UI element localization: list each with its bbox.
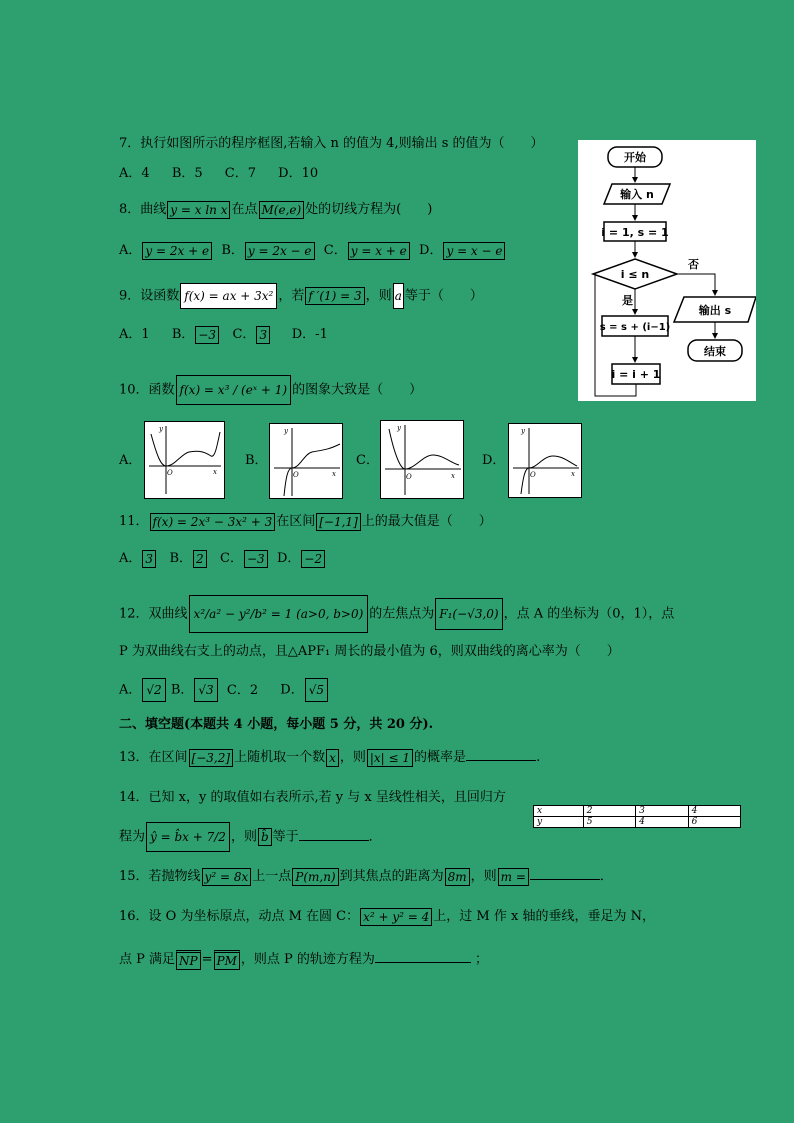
q10-graph-a <box>144 421 225 499</box>
q10-label-b: B． <box>245 453 268 468</box>
q11-option-c-label: C． <box>220 551 243 566</box>
q15-answer-blank[interactable] <box>530 865 600 880</box>
q10-c-curve <box>389 429 459 469</box>
q12-pre: 12．双曲线 <box>119 606 188 622</box>
q13-x: x <box>326 749 339 767</box>
table-cell: y <box>534 817 584 828</box>
q10-b-axis-x: x <box>332 470 336 478</box>
table-cell: 6 <box>688 817 740 828</box>
q10-a-curve <box>151 432 220 466</box>
table-cell: 4 <box>688 806 740 817</box>
q13-cond: |x| ≤ 1 <box>367 749 413 767</box>
q11-options <box>119 548 326 570</box>
q12-option-a-label: A． <box>119 682 142 698</box>
q11-post: 上的最大值是（ ） <box>361 514 492 529</box>
q15-pre: 15．若抛物线 <box>119 869 201 884</box>
q7-option-b: B．5 <box>171 166 203 181</box>
q12-stem <box>119 595 674 633</box>
q8-option-c-label: C． <box>323 243 347 258</box>
q12-mid: 的左焦点为 <box>369 606 435 622</box>
q9-mid: ，若 <box>278 288 305 304</box>
flow-cond: i ≤ n <box>620 268 650 281</box>
q10-fx: f(x) = x³ / (eˣ + 1) <box>176 375 292 405</box>
q9-fx: f(x) = ax + 3x² <box>180 283 277 309</box>
table-cell: 3 <box>636 806 688 817</box>
q9-option-c: 3 <box>256 326 270 344</box>
q14-stem <box>119 822 382 852</box>
q12-option-a: √2 <box>142 678 165 702</box>
q8-stem <box>119 199 432 221</box>
q9-option-b-label: B． <box>171 327 195 342</box>
q10-d-axis-y: y <box>521 427 525 435</box>
q15-eq: y² = 8x <box>202 868 252 886</box>
flow-output: 输出 s <box>698 304 732 317</box>
q7-text: 7．执行如图所示的程序框图,若输入 n 的值为 4,则输出 s 的值为（ ） <box>119 136 544 151</box>
q16-end: ； <box>475 952 489 967</box>
q15-stem <box>119 865 613 888</box>
q16-equals: = <box>201 952 213 967</box>
q12-post: ，点 A 的坐标为（0，1），点 <box>503 606 675 622</box>
q11-fx: f(x) = 2x³ − 3x² + 3 <box>150 513 276 531</box>
q14-end: ． <box>368 829 382 845</box>
q12-option-d-label: D． <box>280 682 304 698</box>
table-cell: 5 <box>583 817 635 828</box>
q13-mid2: ，则 <box>339 750 366 765</box>
q14-data-table <box>533 805 741 828</box>
q12-eq: x²/a² − y²/b² = 1 (a>0, b>0) <box>189 595 369 633</box>
q12-focus: F₁(−√3,0) <box>435 598 502 630</box>
q11-interval: [−1,1] <box>316 513 361 531</box>
table-cell: 2 <box>583 806 635 817</box>
q12-option-b: √3 <box>194 678 217 702</box>
q9-option-c-label: C． <box>232 327 256 342</box>
q16-line1 <box>119 906 655 928</box>
q12-option-d: √5 <box>305 678 328 702</box>
q11-option-b-label: B． <box>169 551 192 566</box>
section2-heading: 二、填空题(本题共 4 小题，每小题 5 分，共 20 分). <box>119 717 434 732</box>
q14-line1: 14．已知 x，y 的取值如右表所示,若 y 与 x 呈线性相关，且回归方 <box>119 790 506 805</box>
q11-option-a: 3 <box>142 550 156 568</box>
flow-no: 否 <box>688 258 699 271</box>
q13-post: 的概率是 <box>414 750 467 765</box>
q9-pre: 9．设函数 <box>119 288 180 304</box>
q11-option-d-label: D． <box>276 551 301 566</box>
q16-post: ，则点 P 的轨迹方程为 <box>240 952 375 967</box>
q15-m: m = <box>498 868 529 886</box>
q10-d-origin: O <box>530 471 536 479</box>
q8-pre: 8．曲线 <box>119 202 167 217</box>
q8-option-b-label: B． <box>221 243 244 258</box>
q9-option-a: A．1 <box>119 327 150 342</box>
q8-post: 处的切线方程为( ) <box>305 202 433 217</box>
q14-answer-blank[interactable] <box>299 826 369 841</box>
q10-b-axis-y: y <box>284 427 288 435</box>
q16-vector-pm: PM <box>214 950 240 970</box>
table-row <box>534 806 741 817</box>
q8-option-a-label: A． <box>119 243 142 258</box>
q15-mid3: ，则 <box>470 869 497 884</box>
q7-option-a: A．4 <box>119 166 150 181</box>
q8-option-a: y = 2x + e <box>142 242 212 260</box>
q8-options <box>119 240 506 262</box>
q7-options <box>119 163 336 185</box>
q10-a-origin: O <box>167 469 173 477</box>
q11-option-d: −2 <box>301 550 325 568</box>
q16-line1-pre: 16．设 O 为坐标原点，动点 M 在圆 C： <box>119 909 360 924</box>
q11-pre: 11． <box>119 514 149 529</box>
q8-point: M(e,e) <box>259 201 305 219</box>
flow-update-i: i = i + 1 <box>611 368 661 381</box>
q11-stem <box>119 511 492 533</box>
q9-stem <box>119 283 483 309</box>
q10-post: 的图象大致是（ ） <box>292 382 423 398</box>
q11-option-a-label: A． <box>119 551 142 566</box>
q8-mid: 在点 <box>231 202 258 217</box>
q15-p: P(m,n) <box>292 868 338 886</box>
q8-option-d-label: D． <box>419 243 443 258</box>
q11-mid: 在区间 <box>276 514 316 529</box>
q10-c-origin: O <box>406 473 412 481</box>
q10-a-axis-y: y <box>159 425 163 433</box>
q10-graph-b <box>269 423 343 499</box>
q16-line2 <box>119 948 488 971</box>
table-row <box>534 817 741 828</box>
q9-post1: ，则 <box>365 288 392 304</box>
q9-options <box>119 324 328 346</box>
q8-option-b: y = 2x − e <box>245 242 315 260</box>
q12-option-b-label: B． <box>170 682 194 698</box>
q10-label-d: D． <box>482 453 506 468</box>
q8-option-c: y = x + e <box>348 242 410 260</box>
q10-label-c: C． <box>356 453 379 468</box>
q10-c-axis-y: y <box>397 424 401 432</box>
q16-vector-np: NP <box>176 950 201 970</box>
q16-line1-post: 上，过 M 作 x 轴的垂线，垂足为 N， <box>433 909 655 924</box>
q13-mid: 上随机取一个数 <box>234 750 326 765</box>
q14-pre: 程为 <box>119 829 146 845</box>
flow-end: 结束 <box>704 345 726 358</box>
q7-option-d: D．10 <box>278 166 319 181</box>
q9-option-b: −3 <box>195 326 219 344</box>
q10-label-a: A． <box>119 453 142 468</box>
q13-stem <box>119 746 540 769</box>
q14-post: 等于 <box>272 829 299 845</box>
q11-option-b: 2 <box>193 550 207 568</box>
q16-answer-blank[interactable] <box>375 948 471 963</box>
q15-mid: 上一点 <box>252 869 292 884</box>
q15-end: ． <box>599 869 613 884</box>
q11-option-c: −3 <box>244 550 268 568</box>
q13-end: . <box>536 750 541 765</box>
table-cell: 4 <box>636 817 688 828</box>
q14-b: b̂ <box>258 828 272 846</box>
q13-pre: 13．在区间 <box>119 750 188 765</box>
q10-pre: 10．函数 <box>119 382 175 398</box>
q15-d: 8m <box>445 868 470 886</box>
q10-stem <box>119 375 422 405</box>
q9-a: a <box>393 283 404 309</box>
q12-option-c: C．2 <box>226 682 259 698</box>
q10-a-axis-x: x <box>213 468 217 476</box>
q10-d-axis-x: x <box>571 470 575 478</box>
q9-cond: f ′(1) = 3 <box>305 287 364 305</box>
flow-init: i = 1, s = 1 <box>601 226 669 239</box>
q12-line2: P 为双曲线右支上的动点，且△APF₁ 周长的最小值为 6，则双曲线的离心率为（ ） <box>119 644 620 659</box>
q12-options <box>119 678 329 702</box>
q8-option-d: y = x − e <box>443 242 505 260</box>
flow-yes: 是 <box>622 294 633 307</box>
q9-post2: 等于（ ） <box>404 288 483 304</box>
q10-graph-d <box>508 423 582 498</box>
q16-pre: 点 P 满足 <box>119 952 176 967</box>
flow-input: 输入 n <box>620 188 654 201</box>
q14-mid: ，则 <box>230 829 257 845</box>
q7-option-c: C．7 <box>224 166 256 181</box>
q13-answer-blank[interactable] <box>466 746 536 761</box>
flow-update-s: s = s + (i−1) <box>599 322 671 333</box>
q15-mid2: 到其焦点的距离为 <box>339 869 444 884</box>
q10-c-axis-x: x <box>451 472 455 480</box>
flow-start: 开始 <box>624 151 646 164</box>
q9-option-d: D．-1 <box>291 327 328 342</box>
q13-interval: [−3,2] <box>189 749 234 767</box>
q14-eq: ŷ = b̂x + 7/2 <box>146 822 230 852</box>
table-cell: x <box>534 806 584 817</box>
q16-circle: x² + y² = 4 <box>360 908 432 926</box>
q8-curve: y = x ln x <box>167 201 230 219</box>
q10-graph-c <box>380 420 464 499</box>
flowchart <box>578 140 756 401</box>
q10-b-origin: O <box>293 471 299 479</box>
